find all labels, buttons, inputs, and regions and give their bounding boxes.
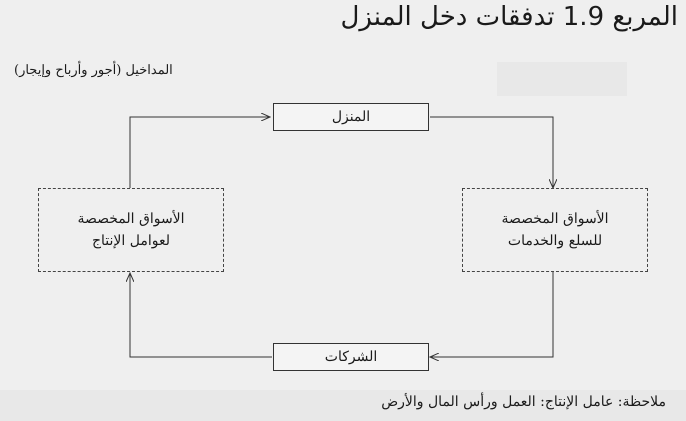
footnote: ملاحظة: عامل الإنتاج: العمل ورأس المال والأرض (381, 394, 666, 410)
arrow-factor-to-household (130, 117, 270, 188)
arrow-goods-to-firms (430, 271, 553, 357)
household-box (273, 103, 429, 131)
goods-markets-line-1: الأسواق المخصصة (501, 211, 609, 227)
factor-markets-line-2: لعوامل الإنتاج (92, 233, 170, 249)
goods-markets-box (462, 188, 648, 272)
diagram-title: المربع 1.9 تدفقات دخل المنزل (340, 2, 678, 32)
arrow-household-to-goods (430, 117, 553, 188)
household-label: المنزل (331, 109, 371, 125)
firms-label: الشركات (324, 349, 378, 365)
firms-box (273, 343, 429, 371)
arrow-firms-to-factor (130, 273, 272, 357)
incomes-label: المداخيل (أجور وأرباح وإيجار) (14, 63, 173, 78)
factor-markets-line-1: الأسواق المخصصة (77, 211, 185, 227)
goods-markets-line-2: للسلع والخدمات (507, 233, 603, 249)
factor-markets-box (38, 188, 224, 272)
